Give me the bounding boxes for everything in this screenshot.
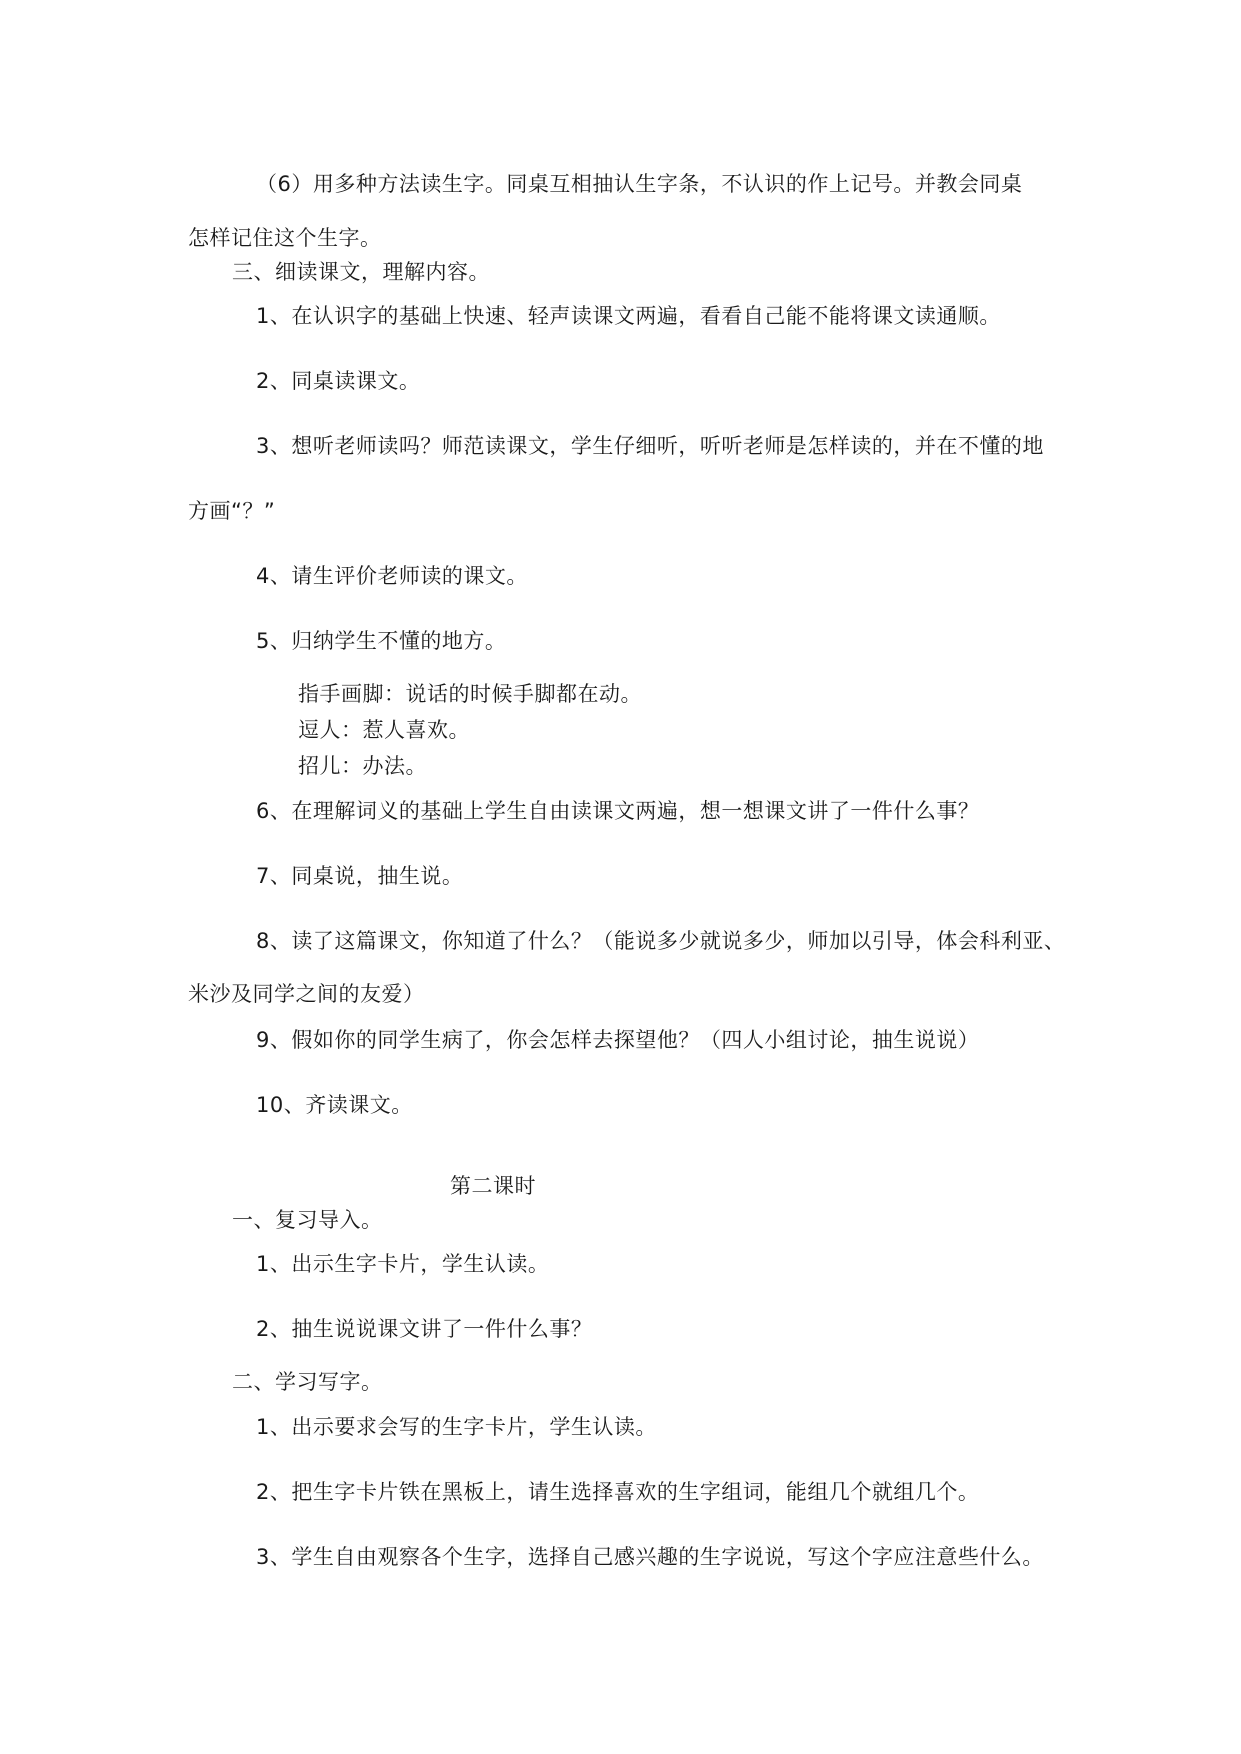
list-item: 9、假如你的同学生病了，你会怎样去探望他？（四人小组讨论，抽生说说） bbox=[256, 1028, 980, 1052]
definition-line: 逗人：惹人喜欢。 bbox=[298, 718, 470, 742]
list-item: 6、在理解词义的基础上学生自由读课文两遍，想一想课文讲了一件什么事？ bbox=[256, 799, 980, 823]
list-item: 7、同桌说，抽生说。 bbox=[256, 864, 464, 888]
list-item: 1、在认识字的基础上快速、轻声读课文两遍，看看自己能不能将课文读通顺。 bbox=[256, 304, 1001, 328]
paragraph-line: 米沙及同学之间的友爱） bbox=[188, 982, 425, 1006]
paragraph-line: 方画“？” bbox=[188, 499, 276, 523]
list-item: 1、出示生字卡片，学生认读。 bbox=[256, 1252, 550, 1276]
paragraph-line: 怎样记住这个生字。 bbox=[188, 226, 382, 250]
list-item: 3、学生自由观察各个生字，选择自己感兴趣的生字说说，写这个字应注意些什么。 bbox=[256, 1545, 1044, 1569]
list-item: 2、把生字卡片铁在黑板上，请生选择喜欢的生字组词，能组几个就组几个。 bbox=[256, 1480, 980, 1504]
section-heading: 二、学习写字。 bbox=[232, 1370, 383, 1394]
list-item: 3、想听老师读吗？师范读课文，学生仔细听，听听老师是怎样读的，并在不懂的地 bbox=[256, 434, 1044, 458]
list-item: 10、齐读课文。 bbox=[256, 1093, 413, 1117]
section-heading: 三、细读课文，理解内容。 bbox=[232, 260, 490, 284]
list-item: 2、同桌读课文。 bbox=[256, 369, 421, 393]
lesson-heading: 第二课时 bbox=[450, 1174, 536, 1198]
list-item: 4、请生评价老师读的课文。 bbox=[256, 564, 528, 588]
list-item: 1、出示要求会写的生字卡片，学生认读。 bbox=[256, 1415, 657, 1439]
definition-line: 指手画脚：说话的时候手脚都在动。 bbox=[298, 682, 642, 706]
definition-line: 招儿：办法。 bbox=[298, 754, 427, 778]
list-item: 8、读了这篇课文，你知道了什么？（能说多少就说多少，师加以引导，体会科利亚、 bbox=[256, 929, 1066, 953]
paragraph-line: （6）用多种方法读生字。同桌互相抽认生字条，不认识的作上记号。并教会同桌 bbox=[256, 172, 1023, 196]
list-item: 2、抽生说说课文讲了一件什么事？ bbox=[256, 1317, 593, 1341]
list-item: 5、归纳学生不懂的地方。 bbox=[256, 629, 507, 653]
section-heading: 一、复习导入。 bbox=[232, 1208, 383, 1232]
